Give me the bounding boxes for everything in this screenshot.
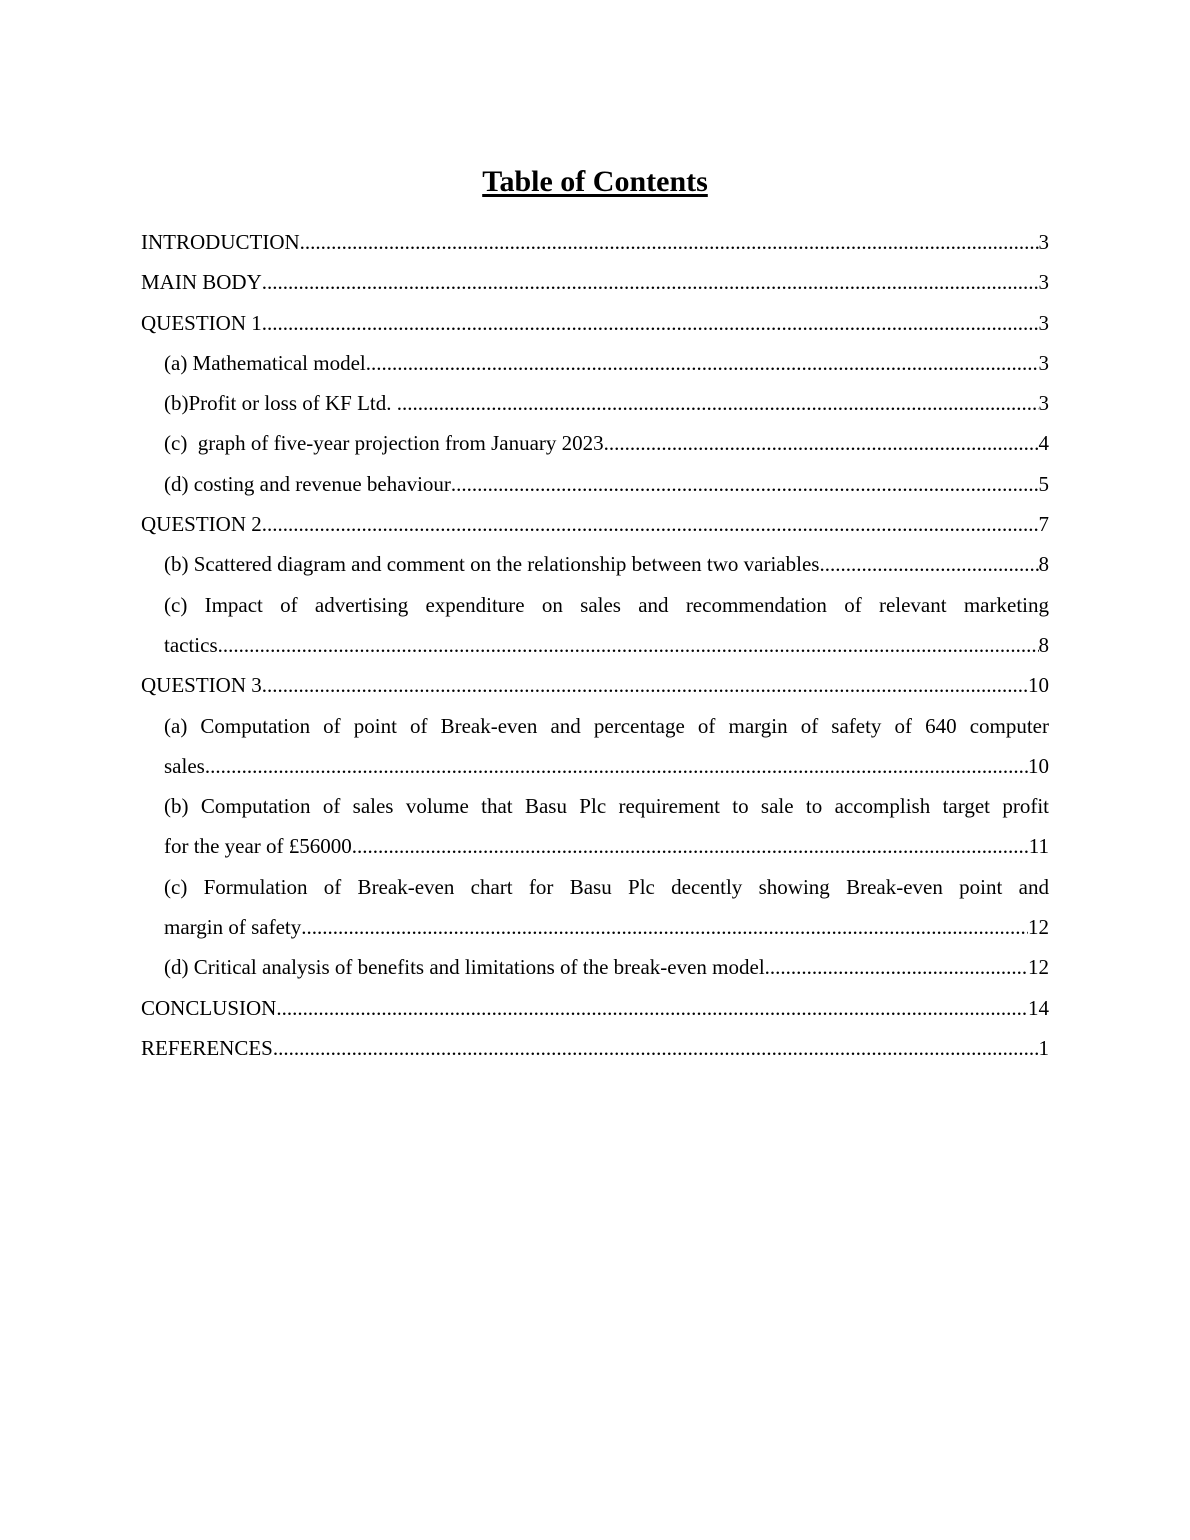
toc-page-number: 3	[1038, 270, 1049, 295]
toc-page-number: 12	[1028, 955, 1049, 980]
dot-leader	[262, 262, 1039, 302]
toc-page-number: 10	[1028, 753, 1049, 778]
toc-entry-label: (b)Profit or loss of KF Ltd.	[164, 391, 397, 416]
toc-entry-q1b[interactable]	[141, 383, 1049, 423]
toc-entry-label: (c) graph of five-year projection from January 2023	[164, 431, 604, 456]
toc-page-number: 10	[1028, 673, 1049, 698]
toc-page-number: 14	[1028, 995, 1049, 1020]
dot-leader	[451, 464, 1039, 504]
toc-page-number: 8	[1038, 632, 1049, 657]
toc-entry-main-body[interactable]	[141, 262, 1049, 302]
dot-leader	[300, 222, 1039, 262]
toc-page-number: 1	[1038, 1035, 1049, 1060]
toc-entry-last-line	[164, 907, 1049, 947]
toc-entry-q1a[interactable]	[141, 343, 1049, 383]
toc-entry-conclusion[interactable]	[141, 988, 1049, 1028]
toc-entry-q1c[interactable]	[141, 423, 1049, 463]
toc-entry-q3a[interactable]	[141, 706, 1049, 787]
toc-entry-label-line-1: (c) Impact of advertising expenditure on sales and recommendation of relevant marketing	[164, 592, 1049, 617]
toc-entry-label: REFERENCES	[141, 1035, 273, 1060]
dot-leader	[397, 383, 1039, 423]
dot-leader	[273, 1028, 1039, 1068]
dot-leader	[604, 423, 1039, 463]
dot-leader	[819, 544, 1038, 584]
dot-leader	[262, 504, 1039, 544]
toc-entry-label-line-1: (c) Formulation of Break-even chart for Basu Plc decently showing Break-even point and	[164, 874, 1049, 899]
toc-page-number: 3	[1038, 230, 1049, 254]
toc-entry-label-line-2: sales	[164, 753, 205, 778]
toc-page-number: 11	[1028, 834, 1049, 859]
toc-entry-label-line-2: tactics	[164, 632, 218, 657]
toc-entry-question-3[interactable]	[141, 665, 1049, 705]
toc-page-number: 8	[1038, 552, 1049, 577]
toc-entry-last-line	[164, 746, 1049, 786]
toc-entry-last-line	[164, 625, 1049, 665]
toc-page-number: 3	[1038, 310, 1049, 335]
toc-entry-label: (b) Scattered diagram and comment on the relationship between two variables	[164, 552, 820, 577]
toc-entry-label: QUESTION 2	[141, 512, 262, 537]
toc-entry-label: INTRODUCTION	[141, 230, 300, 254]
toc-page-number: 3	[1038, 391, 1049, 416]
dot-leader	[205, 746, 1028, 786]
toc-entry-q3b[interactable]	[141, 786, 1049, 867]
toc-entry-label-line-1: (a) Computation of point of Break-even and percentage of margin of safety of 640 computer	[164, 713, 1049, 738]
toc-entry-q2b[interactable]	[141, 544, 1049, 584]
dot-leader	[301, 907, 1028, 947]
dot-leader	[262, 303, 1039, 343]
dot-leader	[276, 988, 1028, 1028]
toc-page-number: 3	[1038, 350, 1049, 375]
toc-page-number: 7	[1038, 512, 1049, 537]
toc-entry-label: (d) costing and revenue behaviour	[164, 471, 451, 496]
dot-leader	[352, 826, 1029, 866]
toc-page-number: 5	[1038, 471, 1049, 496]
toc-entry-label: CONCLUSION	[141, 995, 277, 1020]
toc-entry-q2c[interactable]	[141, 585, 1049, 666]
toc-entry-q3c[interactable]	[141, 867, 1049, 948]
toc-page-number: 12	[1028, 915, 1049, 940]
toc-entry-last-line	[164, 826, 1049, 866]
toc-entry-question-1[interactable]	[141, 303, 1049, 343]
page-title: Table of Contents	[482, 165, 708, 198]
toc-entry-label: (d) Critical analysis of benefits and limitations of the break-even model	[164, 955, 765, 980]
toc-entry-label-line-2: margin of safety	[164, 915, 302, 940]
toc-entry-label: QUESTION 3	[141, 673, 262, 698]
toc-entry-label-line-2: for the year of £56000	[164, 834, 352, 859]
toc-entry-label: MAIN BODY	[141, 270, 262, 295]
table-of-contents	[141, 222, 1049, 1068]
toc-entry-label: (a) Mathematical model	[164, 350, 366, 375]
toc-entry-q1d[interactable]	[141, 464, 1049, 504]
dot-leader	[765, 947, 1028, 987]
toc-entry-references[interactable]	[141, 1028, 1049, 1068]
toc-entry-label: QUESTION 1	[141, 310, 262, 335]
toc-entry-question-2[interactable]	[141, 504, 1049, 544]
toc-entry-label-line-1: (b) Computation of sales volume that Basu Plc requirement to sale to accomplish target profit	[164, 794, 1049, 819]
toc-entry-q3d[interactable]	[141, 947, 1049, 987]
toc-page-number: 4	[1038, 431, 1049, 456]
dot-leader	[366, 343, 1039, 383]
toc-entry-introduction[interactable]	[141, 222, 1049, 262]
dot-leader	[262, 665, 1028, 705]
dot-leader	[218, 625, 1039, 665]
